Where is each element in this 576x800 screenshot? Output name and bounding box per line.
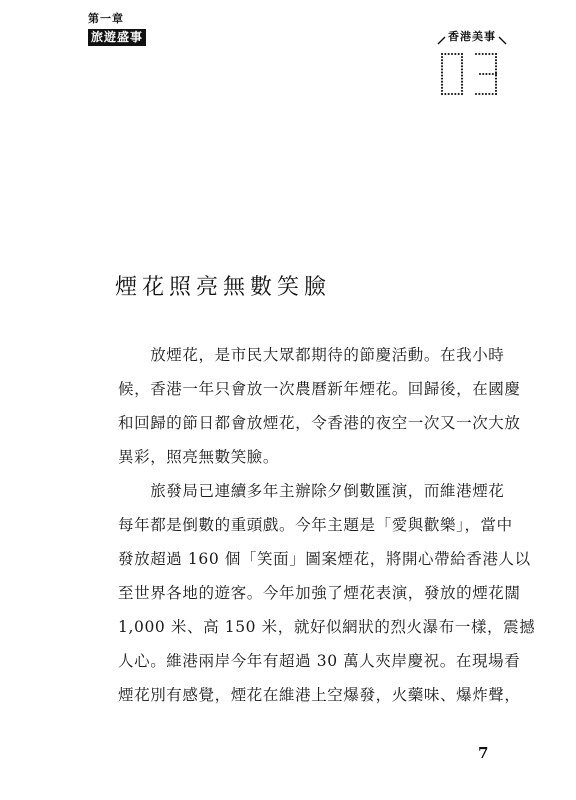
number-dot [495,53,497,55]
number-dot [441,65,443,67]
number-dot [489,73,491,75]
number-dot [495,84,497,86]
article-line: 1,000 米、高 150 米，就好似網狀的烈火瀑布一樣，震撼 [118,618,536,636]
number-dot [461,53,463,55]
number-dot [441,56,443,58]
number-dot [482,53,484,55]
number-dot [444,93,446,95]
number-dot [475,93,477,95]
number-dot [441,74,443,76]
number-dot [461,59,463,61]
number-dot [482,93,484,95]
number-dot [461,62,463,64]
number-dot [441,62,443,64]
series-name: 香港美事 [448,30,496,43]
number-dot [461,84,463,86]
number-dot [495,73,497,75]
series-number [436,52,508,96]
number-dot [461,78,463,80]
number-dot [492,53,494,55]
chapter-label: 第一章 [88,12,124,25]
article-line: 每年都是倒數的重頭戲。今年主題是「愛與歡樂」，當中 [118,516,513,534]
number-dot [495,81,497,83]
number-dot [448,53,450,55]
number-dot [475,53,477,55]
article-line: 人心。維港兩岸今年有超過 30 萬人夾岸慶祝。在現場看 [118,652,521,670]
number-dot [461,68,463,70]
number-dot [485,93,487,95]
number-dot [495,87,497,89]
article-line: 和回歸的節日都會放煙花，令香港的夜空一次又一次大放 [118,414,521,432]
number-dot [454,93,456,95]
number-dot [495,93,497,95]
number-dot [495,90,497,92]
number-dot [441,90,443,92]
chapter-header [88,12,146,46]
number-dot [492,73,494,75]
number-dot [495,68,497,70]
number-dot [479,73,481,75]
article-body [118,338,536,712]
article-title: 煙花照亮無數笑臉 [115,275,332,300]
number-dot [461,90,463,92]
number-dot [444,53,446,55]
number-dot [441,78,443,80]
number-dot [441,59,443,61]
number-dot [482,73,484,75]
number-dot [488,53,490,55]
article-line: 發放超過 160 個「笑面」圖案煙花，將開心帶給香港人以 [118,550,531,568]
article-line: 煙花別有感覺，煙花在維港上空爆發，火藥味、爆炸聲， [118,686,521,704]
number-dot [478,93,480,95]
number-dot [461,56,463,58]
number-dot [495,65,497,67]
number-dot [488,93,490,95]
number-dot [461,93,463,95]
number-dot [495,62,497,64]
number-dot [461,65,463,67]
number-dot [478,53,480,55]
article-line: 候，香港一年只會放一次農曆新年煙花。回歸後，在國慶 [118,380,521,398]
page-number: 7 [478,744,489,762]
number-dot [441,84,443,86]
number-dot [441,93,443,95]
number-dot [441,71,443,73]
number-dot [451,93,453,95]
number-dot [461,87,463,89]
number-dot [454,53,456,55]
number-dot [461,71,463,73]
number-dot [441,87,443,89]
number-dot [451,53,453,55]
article-line: 異彩，照亮無數笑臉。 [118,448,280,466]
number-dot [458,53,460,55]
number-dot [458,93,460,95]
number-dot [441,68,443,70]
chapter-section-tag: 旅遊盛事 [88,29,146,46]
number-dot [495,78,497,80]
number-dot [495,59,497,61]
number-dot [492,93,494,95]
article-line: 放煙花，是市民大眾都期待的節慶活動。在我小時 [118,346,505,364]
number-dot [448,93,450,95]
number-dot [441,81,443,83]
number-dot [461,74,463,76]
number-dot [485,53,487,55]
number-dot [441,53,443,55]
number-dot [495,56,497,58]
number-dot [485,73,487,75]
series-badge [432,22,512,104]
article-line: 至世界各地的遊客。今年加強了煙花表演，發放的煙花闊 [118,584,521,602]
article-line: 旅發局已連續多年主辦除夕倒數匯演，而維港煙花 [118,482,505,500]
number-dot [461,81,463,83]
